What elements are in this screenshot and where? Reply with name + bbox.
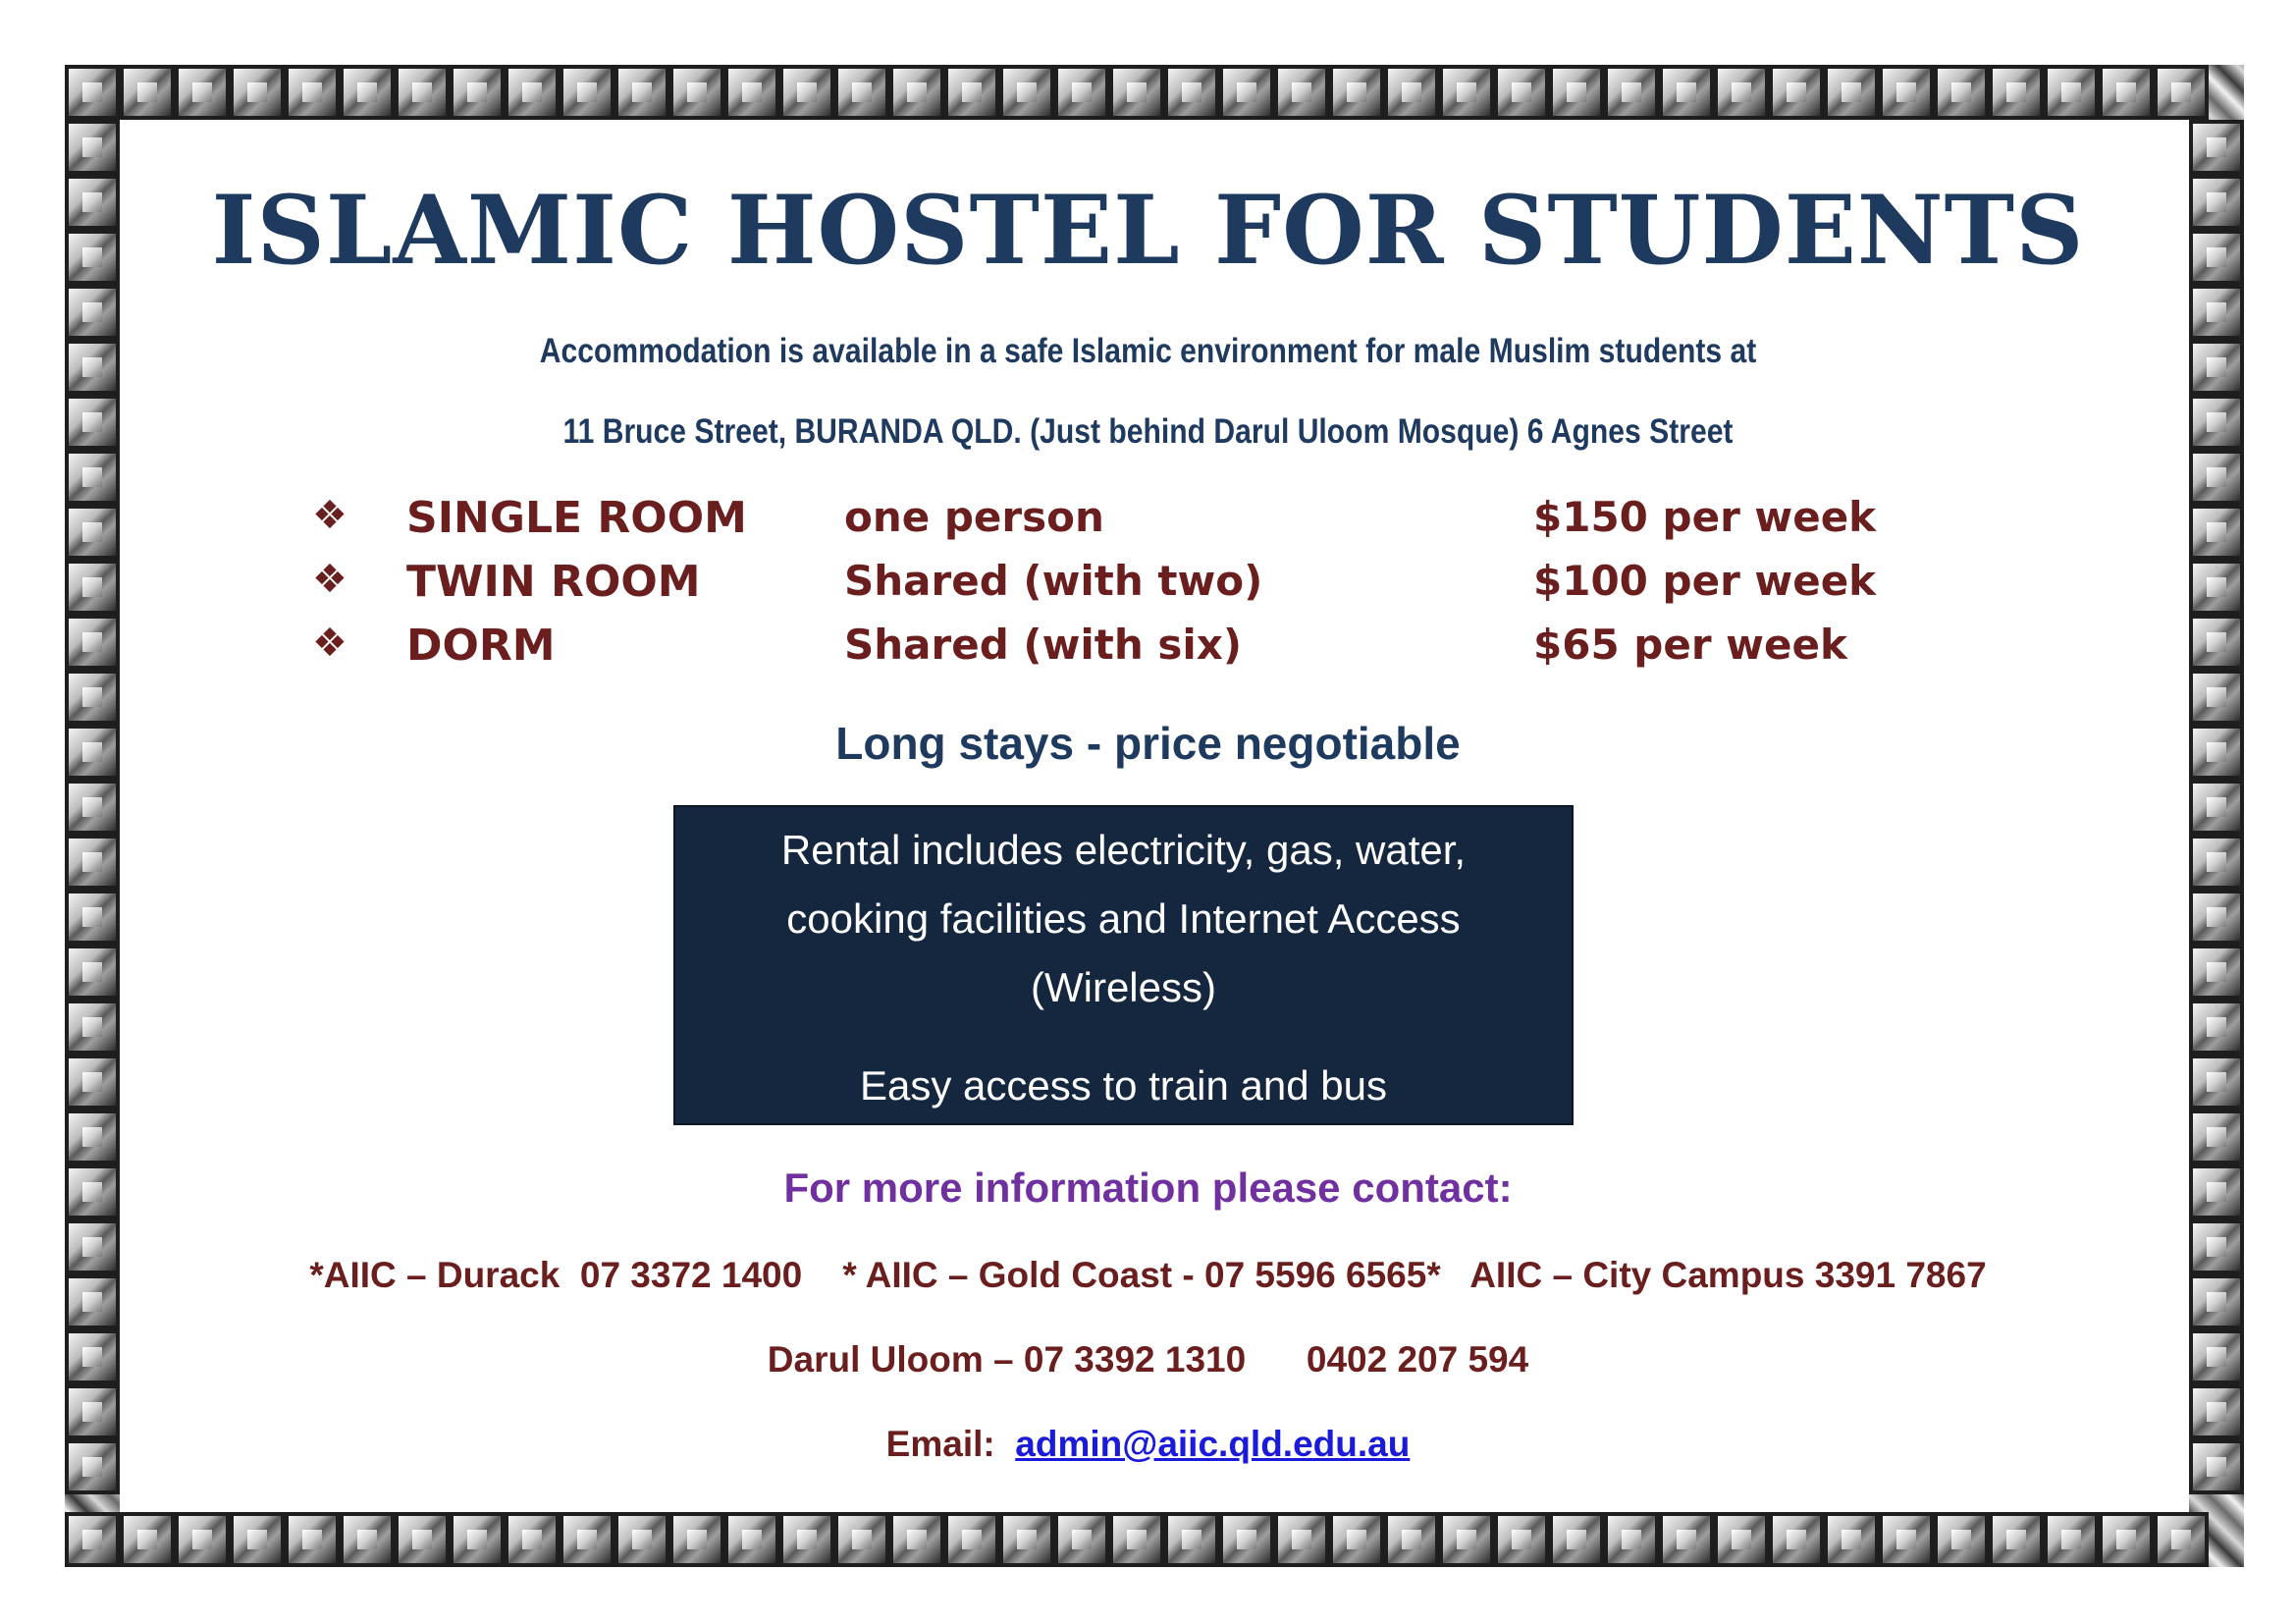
email-label: Email: xyxy=(885,1424,995,1464)
room-name: DORM xyxy=(406,621,556,671)
room-price: $100 per week xyxy=(1533,557,1877,605)
contact-campuses: *AIIC – Durack 07 3372 1400 * AIIC – Gold Coast - 07 5596 6565* AIIC – City Campus 3391 7867 xyxy=(309,1255,1987,1295)
room-name: SINGLE ROOM xyxy=(406,493,747,543)
room-row-twin xyxy=(0,557,2296,616)
room-description: Shared (with six) xyxy=(844,621,1243,669)
room-price: $150 per week xyxy=(1533,493,1877,541)
room-description: one person xyxy=(844,493,1104,541)
contact-heading: For more information please contact: xyxy=(783,1164,1513,1211)
long-stays-note: Long stays - price negotiable xyxy=(835,718,1461,769)
intro-address: 11 Bruce Street, BURANDA QLD. (Just behind Darul Uloom Mosque) 6 Agnes Street xyxy=(562,412,1734,451)
inclusions-line-2: cooking facilities and Internet Access xyxy=(786,895,1461,942)
room-price: $65 per week xyxy=(1533,621,1847,669)
contact-darul-uloom: Darul Uloom – 07 3392 1310 0402 207 594 xyxy=(767,1339,1529,1380)
bullet-icon: ❖ xyxy=(312,557,347,602)
bullet-icon: ❖ xyxy=(312,493,347,538)
inclusions-line-1: Rental includes electricity, gas, water, xyxy=(780,827,1467,873)
inclusions-line-3: (Wireless) xyxy=(1031,964,1216,1010)
intro-line-1: Accommodation is available in a safe Islamic environment for male Muslim students at xyxy=(539,332,1757,370)
bullet-icon: ❖ xyxy=(312,621,347,666)
room-description: Shared (with two) xyxy=(844,557,1263,605)
room-row-single xyxy=(0,493,2296,552)
email-link[interactable]: admin@aiic.qld.edu.au xyxy=(1015,1424,1411,1464)
page-title: ISLAMIC HOSTEL FOR STUDENTS xyxy=(211,175,2085,286)
inclusions-box xyxy=(673,805,1574,1125)
contact-email-line xyxy=(0,1424,2296,1465)
room-row-dorm xyxy=(0,621,2296,679)
transport-note: Easy access to train and bus xyxy=(860,1062,1387,1109)
room-name: TWIN ROOM xyxy=(406,557,701,607)
